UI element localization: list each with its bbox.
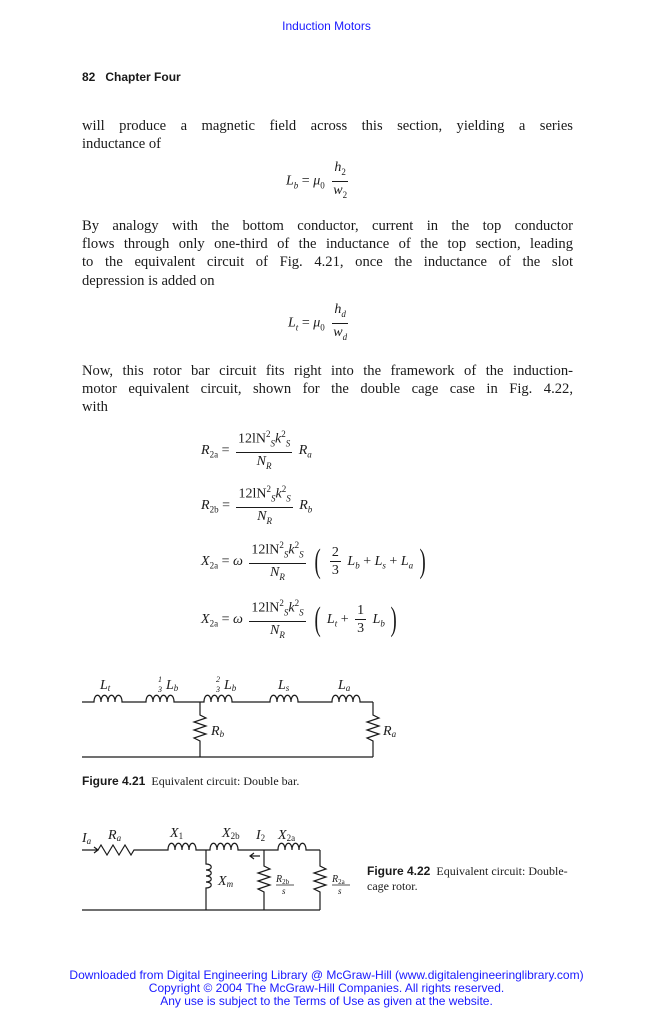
eq-lb-lhs-sub: b — [293, 180, 299, 191]
paragraph-1-line: inductance of — [82, 136, 162, 153]
page-number: 82 — [82, 70, 96, 84]
eq-lb-den-sub: 2 — [342, 189, 348, 200]
inductor-x2b — [206, 843, 264, 850]
label-lt: Lt — [100, 678, 111, 693]
label-r2b: $R_{2b}$ — [276, 874, 290, 886]
current-arrow-ia — [82, 847, 98, 853]
label-ls: Ls — [278, 678, 290, 693]
footer-download-link[interactable]: Downloaded from Digital Engineering Library @ McGraw-Hill (www.digitalengineeringlibrary.com) — [69, 968, 584, 982]
footer-terms-link[interactable]: Any use is subject to the Terms of Use as given at the website. — [160, 994, 493, 1008]
eq-lt-lhs: L — [288, 315, 296, 331]
paragraph-3 — [82, 362, 573, 417]
eq-x2a1-equals: = — [221, 553, 230, 569]
eq-x2a2-den: N — [270, 623, 280, 639]
paragraph-3-line: motor equivalent circuit, shown for the double cage case in Fig. 4.22, — [82, 381, 573, 398]
eq-x2a1-den-sub: R — [279, 572, 285, 583]
label-one: 1 — [158, 675, 162, 684]
eq-x2a1-rparen: ) — [419, 542, 426, 580]
equation-r2a — [201, 427, 312, 474]
eq-r2b-lhs-sub: 2b — [209, 504, 219, 515]
eq-lt-lhs-sub: t — [295, 322, 299, 333]
inductor-la — [326, 695, 373, 702]
label-ra: Ra — [383, 724, 397, 739]
equation-lb — [286, 160, 352, 203]
eq-x2a2-rparen: ) — [390, 600, 398, 638]
figure-4-22-circuit — [80, 822, 360, 917]
label-ra: Ra — [108, 828, 122, 843]
footer-copyright: Copyright © 2004 The McGraw-Hill Companies. All rights reserved. — [148, 981, 505, 995]
figure-4-21-circuit — [80, 672, 397, 767]
eq-lb-equals: = — [301, 173, 310, 189]
chapter-title: Chapter Four — [105, 70, 181, 84]
eq-x2a1-lhs: X — [201, 553, 210, 569]
eq-lb-mu: μ — [313, 173, 321, 189]
eq-lt-equals: = — [301, 315, 310, 331]
label-x2b: X2b — [222, 826, 240, 841]
eq-r2a-tail-sub: a — [307, 449, 312, 460]
eq-x2a2-one-third — [355, 603, 366, 636]
footer — [0, 969, 653, 1008]
label-rb: Rb — [211, 724, 225, 739]
eq-lb-lhs: L — [286, 173, 294, 189]
eq-r2b-lhs: R — [201, 497, 210, 513]
label-three-b: 3 — [216, 685, 220, 694]
eq-lt-num-sub: d — [341, 308, 346, 319]
eq-lb-num-sub: 2 — [341, 166, 346, 177]
inductor-lb-two-thirds — [180, 695, 254, 702]
label-la: La — [338, 678, 351, 693]
eq-x2a2-lhs: X — [201, 611, 210, 627]
eq-r2a-den-sub: R — [266, 461, 272, 472]
figure-4-21-text: Equivalent circuit: Double bar. — [151, 774, 300, 788]
paragraph-1 — [82, 117, 573, 153]
equation-x2a-1: $X_{2a} = \omega$ $\frac{12lN^2_Sk^2_S}{N_R}$ ( $\frac{2}{3}$ $L_b + L_s + L_a$ ) — [201, 538, 428, 585]
label-three-a: 3 — [158, 685, 162, 694]
eq-r2a-tail: R — [298, 442, 308, 458]
resistor-r2b — [258, 850, 270, 910]
eq-r2b-den: N — [257, 509, 267, 525]
eq-lb-den: w — [333, 182, 343, 198]
eq-r2b-fraction: $\frac{12lN^2_Sk^2_S}{N_R}$ — [238, 484, 291, 527]
equation-lt — [288, 302, 352, 345]
label-r2a-s: s — [338, 886, 342, 896]
paragraph-1-line: will produce a magnetic field across this section, yielding a series — [82, 118, 573, 134]
eq-x2a1-plus: + — [363, 553, 372, 569]
eq-r2a-fraction: $\frac{12lN^2_Sk^2_S}{N_R}$ — [237, 429, 291, 472]
eq-x2a2-coef: 12lN — [251, 600, 280, 616]
resistor-r2a — [314, 850, 326, 910]
eq-lt-fraction — [331, 302, 349, 345]
eq-lt-den-sub: d — [342, 331, 348, 342]
label-two: 2 — [216, 675, 220, 684]
running-head[interactable]: Induction Motors — [282, 19, 371, 33]
label-xm: Xm — [218, 874, 234, 889]
paragraph-2-line: to the equivalent circuit of Fig. 4.21, once the inductance of the slot — [82, 254, 573, 271]
inductor-x1 — [166, 843, 206, 850]
eq-r2b-tail: R — [299, 497, 308, 513]
eq-r2a-den: N — [256, 454, 266, 470]
eq-x2a1-two-thirds — [330, 545, 341, 578]
paragraph-2-line: By analogy with the bottom conductor, current in the top conductor — [82, 218, 573, 234]
eq-x2a1-plus: + — [389, 553, 398, 569]
paragraph-2-line: depression is added on — [82, 272, 215, 289]
eq-lt-num: h — [334, 302, 342, 317]
eq-x2a1-fraction: $\frac{12lN^2_Sk^2_S}{N_R}$ — [251, 540, 304, 583]
eq-x2a2-omega: ω — [232, 611, 243, 627]
paragraph-3-line: with — [82, 399, 108, 416]
label-i2: I2 — [256, 828, 266, 843]
label-lb-two-thirds: Lb — [224, 678, 237, 693]
eq-r2a-coef: 12lN — [237, 431, 266, 447]
eq-x2a1-num: 2 — [331, 545, 339, 561]
eq-lt-mu-sub: 0 — [320, 322, 325, 333]
eq-x2a2-den-sub: R — [279, 630, 285, 641]
label-x1: X1 — [170, 826, 184, 841]
eq-x2a2-equals: = — [221, 611, 230, 627]
eq-x2a1-lhs-sub: 2a — [209, 560, 219, 571]
eq-r2a-lhs: R — [201, 442, 210, 458]
eq-x2a2-fraction: $\frac{12lN^2_Sk^2_S}{N_R}$ — [251, 598, 304, 641]
eq-r2b-den-sub: R — [266, 516, 272, 527]
paragraph-2-line: flows through only one-third of the inductance of the top section, leading — [82, 236, 573, 253]
eq-x2a1-lparen: ( — [314, 542, 321, 580]
eq-r2b-coef: 12lN — [238, 486, 267, 502]
eq-lt-mu: μ — [313, 315, 321, 331]
eq-r2a-lhs-sub: 2a — [209, 449, 219, 460]
label-lb-third: Lb — [166, 678, 179, 693]
eq-x2a2-lhs-sub: 2a — [209, 618, 219, 629]
resistor-rb — [194, 702, 206, 757]
label-r2b-s: s — [282, 886, 286, 896]
equation-x2a-2: $X_{2a} = \omega$ $\frac{12lN^2_Sk^2_S}{N_R}$ ( $L_t$ + $\frac{1}{3}$ $L_b$ ) — [201, 596, 400, 643]
figure-4-22-caption — [367, 864, 573, 894]
figure-4-22-text: Equivalent circuit: Double-cage rotor. — [367, 864, 568, 893]
eq-x2a1-den: N — [270, 565, 280, 581]
eq-lb-num: h — [334, 160, 342, 175]
resistor-ra — [367, 702, 379, 757]
inductor-lt — [82, 695, 130, 702]
eq-lb-fraction — [331, 160, 349, 203]
eq-r2a-equals: = — [221, 442, 230, 458]
paragraph-3-line: Now, this rotor bar circuit fits right into the framework of the induction- — [82, 363, 573, 379]
eq-x2a2-num: 1 — [357, 603, 365, 619]
equation-r2b — [201, 482, 312, 529]
page-header — [82, 70, 181, 84]
figure-4-21-label: Figure 4.21 — [82, 774, 146, 788]
eq-x2a2-den3: 3 — [357, 621, 365, 637]
eq-lt-den: w — [333, 324, 343, 340]
eq-r2b-tail-sub: b — [307, 504, 313, 515]
label-ia: Ia — [82, 831, 92, 846]
resistor-ra — [98, 845, 166, 855]
figure-4-21-caption — [82, 774, 299, 789]
eq-x2a1-omega: ω — [232, 553, 243, 569]
paragraph-2 — [82, 217, 573, 290]
eq-r2b-equals: = — [222, 497, 230, 513]
current-arrow-i2 — [250, 853, 260, 859]
inductor-x2a — [264, 843, 320, 850]
eq-x2a1-den3: 3 — [331, 563, 339, 579]
figure-4-22-label: Figure 4.22 — [367, 864, 431, 878]
label-r2a: $R_{2a}$ — [332, 874, 345, 886]
label-x2a: X2a — [278, 828, 296, 843]
inductor-lb-third — [130, 695, 180, 702]
eq-x2a2-plus: + — [340, 611, 349, 627]
eq-x2a1-coef: 12lN — [251, 542, 280, 558]
eq-lb-mu-sub: 0 — [320, 180, 325, 191]
inductor-ls — [254, 695, 326, 702]
inductor-xm — [206, 850, 211, 910]
eq-x2a2-lparen: ( — [314, 600, 321, 638]
